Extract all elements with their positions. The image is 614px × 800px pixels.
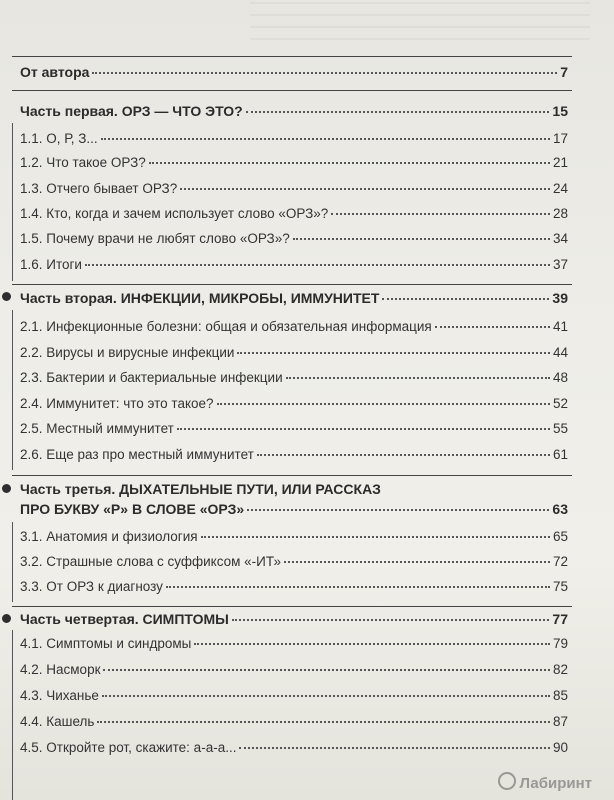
item-page: 82 — [552, 662, 568, 677]
watermark — [498, 772, 592, 792]
toc-item[interactable] — [20, 231, 568, 246]
part-page: 77 — [552, 611, 568, 627]
item-page: 24 — [552, 181, 568, 196]
item-label: 4.3. Чиханье — [20, 688, 99, 703]
dot-leader — [194, 643, 550, 645]
divider — [12, 56, 572, 57]
bleed-through-text — [250, 2, 590, 42]
dot-leader — [92, 72, 557, 74]
entry-page: 7 — [560, 64, 568, 80]
toc-item[interactable] — [20, 579, 568, 594]
item-page: 55 — [552, 421, 568, 436]
dot-leader — [382, 298, 549, 300]
item-label: 1.4. Кто, когда и зачем использует слово «ОРЗ»? — [20, 206, 329, 221]
dot-leader — [102, 695, 550, 697]
item-page: 79 — [552, 636, 568, 651]
item-label: 4.1. Симптомы и синдромы — [20, 636, 192, 651]
item-page: 17 — [552, 131, 568, 146]
dot-leader — [232, 619, 550, 621]
dot-leader — [257, 454, 550, 456]
toc-item[interactable] — [20, 688, 568, 703]
toc-item[interactable] — [20, 554, 568, 569]
toc-item[interactable] — [20, 396, 568, 411]
item-page: 52 — [552, 396, 568, 411]
dot-leader — [180, 188, 550, 190]
toc-item[interactable] — [20, 636, 568, 651]
toc-item[interactable] — [20, 447, 568, 462]
item-label: 2.3. Бактерии и бактериальные инфекции — [20, 370, 283, 385]
item-label: 2.6. Еще раз про местный иммунитет — [20, 447, 254, 462]
toc-item[interactable] — [20, 714, 568, 729]
dot-leader — [103, 669, 549, 671]
item-label: 2.4. Иммунитет: что это такое? — [20, 396, 214, 411]
toc-item[interactable] — [20, 662, 568, 677]
item-label: 2.5. Местный иммунитет — [20, 421, 174, 436]
toc-item[interactable] — [20, 181, 568, 196]
dot-leader — [237, 352, 550, 354]
dot-leader — [97, 721, 550, 723]
divider — [12, 475, 572, 476]
item-label: 1.6. Итоги — [20, 257, 82, 272]
item-label: 4.2. Насморк — [20, 662, 101, 677]
dot-leader — [331, 213, 550, 215]
toc-item[interactable] — [20, 421, 568, 436]
item-label: 1.3. Отчего бывает ОРЗ? — [20, 181, 178, 196]
part-title: Часть вторая. ИНФЕКЦИИ, МИКРОБЫ, ИММУНИТЕТ — [20, 290, 380, 306]
item-page: 48 — [552, 370, 568, 385]
item-page: 61 — [552, 447, 568, 462]
section-bar — [12, 522, 13, 602]
toc-item[interactable] — [20, 319, 568, 334]
part-title-line-1: Часть третья. ДЫХАТЕЛЬНЫЕ ПУТИ, ИЛИ РАССКАЗ — [20, 481, 381, 497]
dot-leader — [201, 536, 550, 538]
part-title-line-2: ПРО БУКВУ «Р» В СЛОВЕ «ОРЗ» — [20, 501, 245, 517]
dot-leader — [177, 428, 550, 430]
item-label: 3.1. Анатомия и физиология — [20, 529, 198, 544]
item-page: 72 — [552, 554, 568, 569]
toc-part-2[interactable] — [20, 290, 568, 306]
item-label: 3.2. Страшные слова с суффиксом «-ИТ» — [20, 554, 282, 569]
dot-leader — [246, 111, 550, 113]
part-page: 39 — [552, 290, 568, 306]
toc-item[interactable] — [20, 206, 568, 221]
item-label: 1.2. Что такое ОРЗ? — [20, 155, 146, 170]
dot-leader — [435, 326, 550, 328]
item-page: 37 — [552, 257, 568, 272]
dot-leader — [239, 747, 550, 749]
toc-item[interactable] — [20, 257, 568, 272]
toc-part-1[interactable] — [20, 103, 568, 119]
item-page: 41 — [552, 319, 568, 334]
toc-part-3[interactable] — [20, 501, 568, 517]
toc-item[interactable] — [20, 529, 568, 544]
divider — [12, 606, 572, 607]
dot-leader — [293, 238, 550, 240]
toc-part-4[interactable] — [20, 611, 568, 627]
item-page: 90 — [552, 740, 568, 755]
item-page: 87 — [552, 714, 568, 729]
divider — [12, 90, 572, 91]
item-label: 4.4. Кашель — [20, 714, 95, 729]
entry-label: От автора — [20, 64, 90, 80]
dot-leader — [101, 138, 550, 140]
item-page: 65 — [552, 529, 568, 544]
item-label: 1.5. Почему врачи не любят слово «ОРЗ»? — [20, 231, 290, 246]
item-label: 1.1. О, Р, З... — [20, 131, 98, 146]
dot-leader — [149, 162, 550, 164]
toc-item[interactable] — [20, 131, 568, 146]
toc-item[interactable] — [20, 370, 568, 385]
dot-leader — [284, 561, 550, 563]
toc-item[interactable] — [20, 740, 568, 755]
item-label: 2.1. Инфекционные болезни: общая и обязательная информация — [20, 319, 432, 334]
item-page: 44 — [552, 345, 568, 360]
section-bullet — [2, 292, 11, 301]
watermark-text: Лабиринт — [519, 775, 592, 792]
toc-item[interactable] — [20, 155, 568, 170]
item-page: 28 — [552, 206, 568, 221]
section-bar — [12, 310, 13, 470]
dot-leader — [286, 377, 550, 379]
item-page: 34 — [552, 231, 568, 246]
section-bullet — [2, 614, 11, 623]
section-bar — [12, 630, 13, 800]
labirint-logo-icon — [498, 772, 516, 790]
section-bullet — [2, 484, 11, 493]
toc-entry-author[interactable] — [20, 64, 568, 80]
part-title: Часть четвертая. СИМПТОМЫ — [20, 611, 229, 627]
item-label: 4.5. Откройте рот, скажите: а-а-а... — [20, 740, 237, 755]
dot-leader — [166, 586, 550, 588]
item-page: 75 — [552, 579, 568, 594]
item-label: 2.2. Вирусы и вирусные инфекции — [20, 345, 235, 360]
dot-leader — [217, 403, 550, 405]
part-page: 63 — [552, 501, 568, 517]
item-page: 85 — [552, 688, 568, 703]
dot-leader — [85, 264, 550, 266]
part-title: Часть первая. ОРЗ — ЧТО ЭТО? — [20, 103, 243, 119]
divider — [12, 284, 572, 285]
dot-leader — [247, 509, 549, 511]
part-page: 15 — [552, 103, 568, 119]
item-label: 3.3. От ОРЗ к диагнозу — [20, 579, 163, 594]
section-bar — [12, 123, 13, 281]
item-page: 21 — [552, 155, 568, 170]
toc-item[interactable] — [20, 345, 568, 360]
